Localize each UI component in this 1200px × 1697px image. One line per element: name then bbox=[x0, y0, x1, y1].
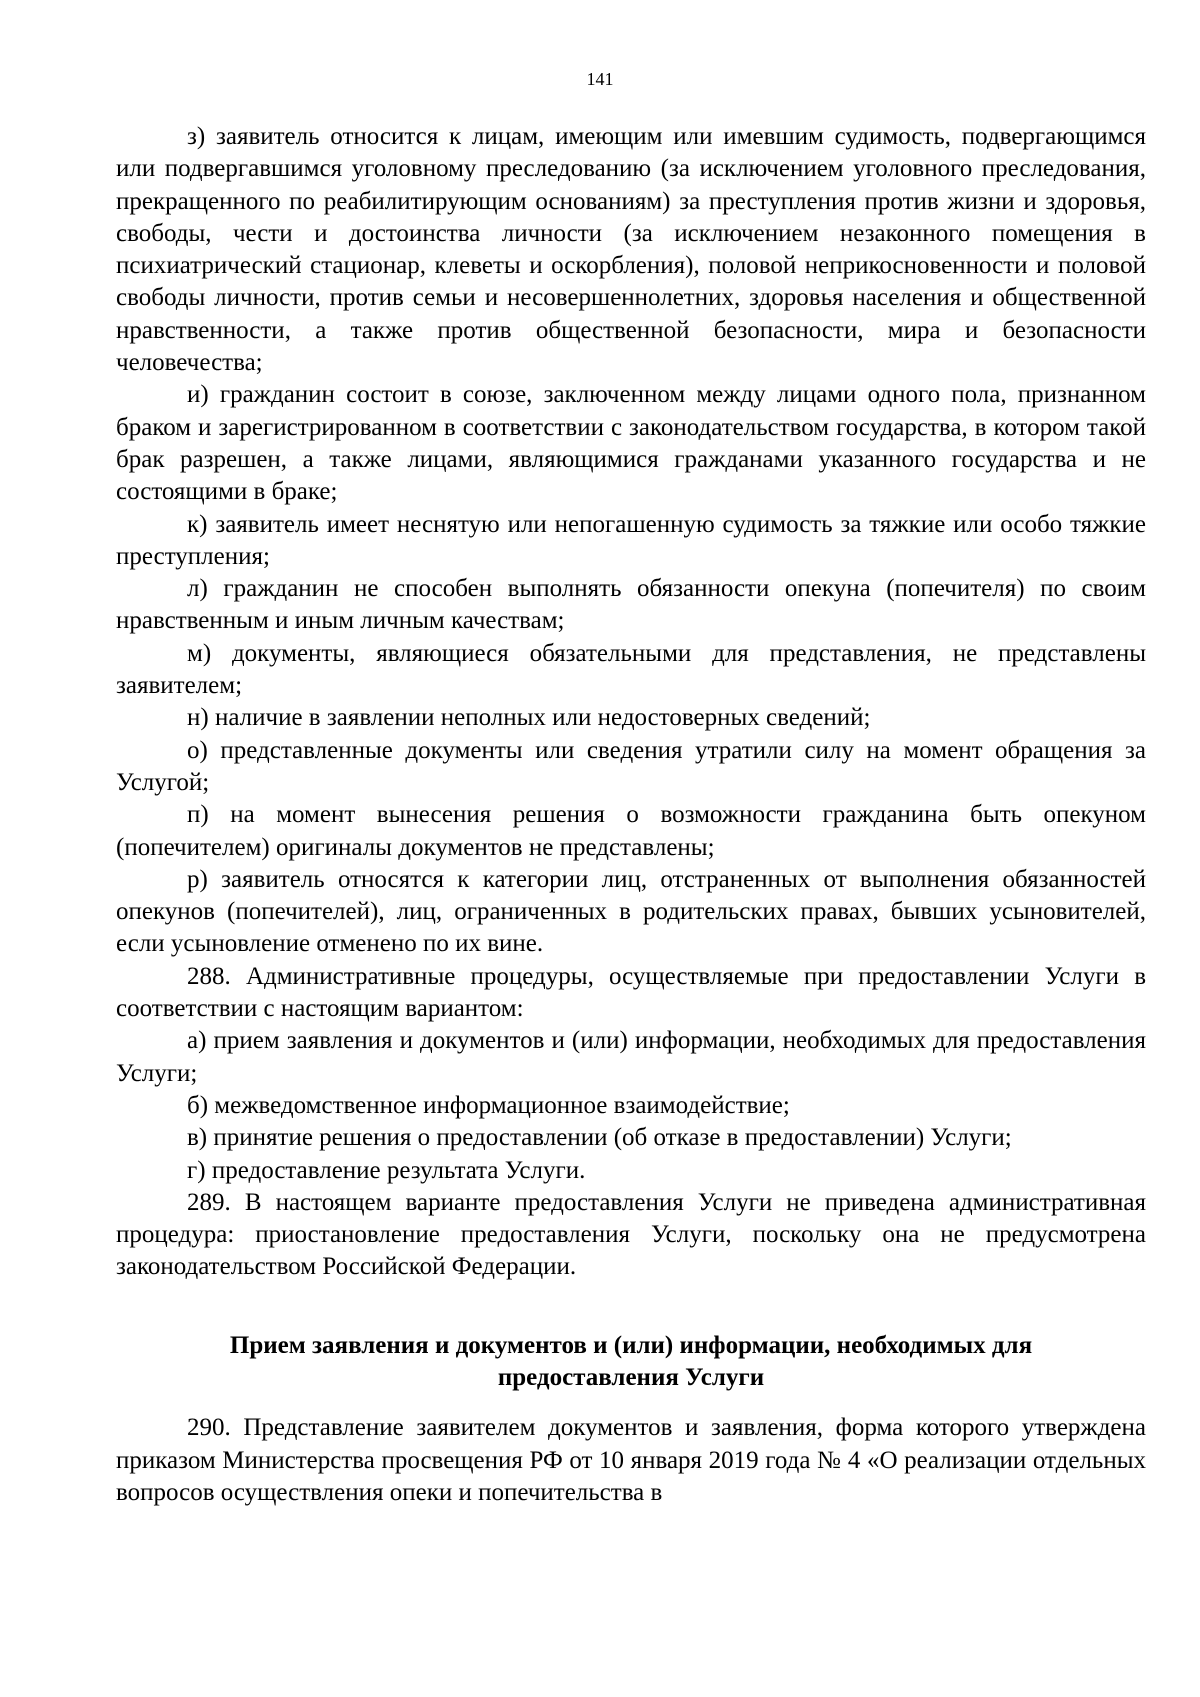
paragraph-p: п) на момент вынесения решения о возможности гражданина быть опекуном (попечителем) оригиналы документов не представлены; bbox=[116, 801, 1146, 861]
paragraph-n: н) наличие в заявлении неполных или недостоверных сведений; bbox=[187, 704, 871, 732]
document-body bbox=[116, 121, 1146, 1509]
paragraph-288-b: б) межведомственное информационное взаимодействие; bbox=[187, 1091, 790, 1119]
paragraph-k: к) заявитель имеет неснятую или непогашенную судимость за тяжкие или особо тяжкие преступления; bbox=[116, 510, 1146, 570]
section-heading: Прием заявления и документов и (или) информации, необходимых для предоставления Услуги bbox=[229, 1331, 1033, 1391]
paragraph-288-v: в) принятие решения о предоставлении (об отказе в предоставлении) Услуги; bbox=[187, 1124, 1012, 1152]
paragraph-r: р) заявитель относятся к категории лиц, отстраненных от выполнения обязанностей опекунов (попечителей), лиц, ограниченных в родительских правах, бывших усыновителей, если усыновление отменено по их вине. bbox=[116, 865, 1146, 958]
paragraph-m: м) документы, являющиеся обязательными для представления, не представлены заявителем; bbox=[116, 639, 1146, 700]
paragraph-o: о) представленные документы или сведения утратили силу на момент обращения за Услугой; bbox=[116, 736, 1146, 796]
paragraph-l: л) гражданин не способен выполнять обязанности опекуна (попечителя) по своим нравственным и иным личным качествам; bbox=[116, 575, 1146, 635]
paragraph-288-a: а) прием заявления и документов и (или) информации, необходимых для предоставления Услуги; bbox=[116, 1027, 1146, 1087]
paragraph-288: 288. Административные процедуры, осуществляемые при предоставлении Услуги в соответствии с настоящим вариантом: bbox=[116, 962, 1146, 1023]
paragraph-z: з) заявитель относится к лицам, имеющим или имевшим судимость, подвергающимся или подвергавшимся уголовному преследованию (за исключением уголовного преследования, прекращенного по реабилитирующим основаниям) за преступления против жизни и здоровья, свободы, чести и достоинства личности (за исключением незаконного помещения в психиатрический стационар, клеветы и оскорбления), половой неприкосновенности и половой свободы личности, против семьи и несовершеннолетних, здоровья населения и общественной нравственности, а также против общественной безопасности, мира и безопасности человечества; bbox=[116, 123, 1146, 377]
paragraph-290: 290. Представление заявителем документов и заявления, форма которого утверждена приказом Министерства просвещения РФ от 10 января 2019 года № 4 «О реализации отдельных вопросов осуществления опеки и попечительства в bbox=[116, 1414, 1146, 1506]
paragraph-288-g: г) предоставление результата Услуги. bbox=[187, 1156, 586, 1184]
page-number: 141 bbox=[586, 69, 614, 89]
paragraph-289: 289. В настоящем варианте предоставления Услуги не приведена административная процедура: приостановление предоставления Услуги, поскольку она не предусмотрена законодательством Российской Федерации. bbox=[116, 1188, 1146, 1281]
paragraph-i: и) гражданин состоит в союзе, заключенном между лицами одного пола, признанном браком и зарегистрированном в соответствии с законодательством государства, в котором такой брак разрешен, а также лицами, являющимися гражданами указанного государства и не состоящими в браке; bbox=[116, 381, 1146, 506]
